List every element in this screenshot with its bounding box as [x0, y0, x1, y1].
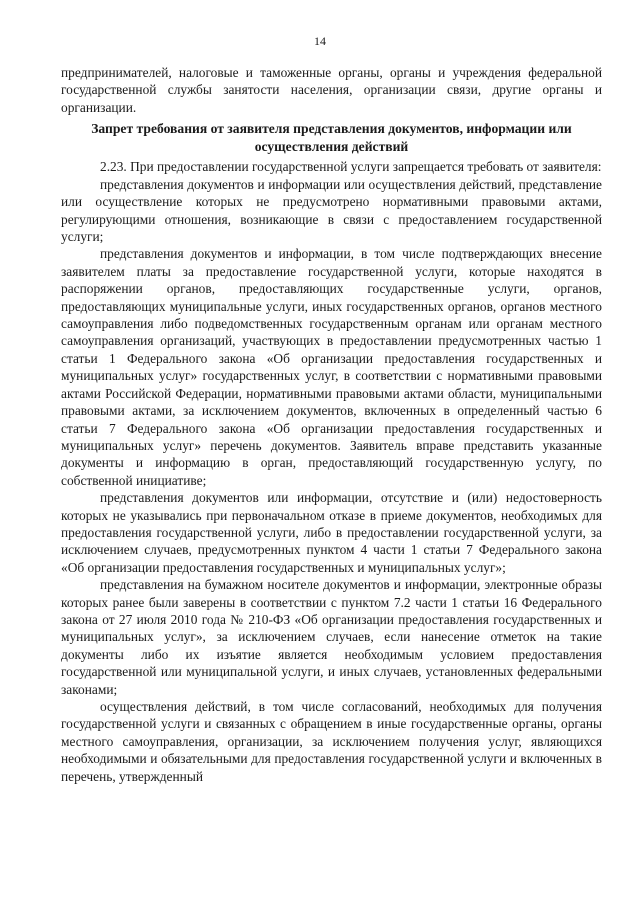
- document-body: [61, 64, 602, 785]
- list-item-5: осуществления действий, в том числе согласований, необходимых для получения государственной услуги и связанных с обращением в иные государственные органы, органы местного самоуправления, организации, за исключением получения услуг, являющихся необходимыми и обязательными для предоставления государственной услуги и включенных в перечень, утвержденный: [61, 699, 602, 784]
- list-item-2: представления документов и информации, в том числе подтверждающих внесение заявителем платы за предоставление государственной услуги, которые находятся в распоряжении органов, предоставляющих государственные услуги, органов, предоставляющих муниципальные услуги, иных государственных органов, органов местного самоуправления либо подведомственных государственным органам или органам местного самоуправления организаций, участвующих в предоставлении предусмотренных частью 1 статьи 1 Федерального закона «Об организации предоставления государственных и муниципальных услуг» государственных услуг, в соответствии с нормативными правовыми актами Российской Федерации, нормативными правовыми актами области, муниципальными правовыми актами, за исключением документов, включенных в определенный частью 6 статьи 7 Федерального закона «Об организации предоставления государственных и муниципальных услуг» перечень документов. Заявитель вправе представить указанные документы и информацию в орган, предоставляющий государственную услугу, по собственной инициативе;: [61, 246, 602, 488]
- list-item-4: представления на бумажном носителе документов и информации, электронные образы которых ранее были заверены в соответствии с пунктом 7.2 части 1 статьи 16 Федерального закона от 27 июля 2010 года № 210-ФЗ «Об организации предоставления государственных и муниципальных услуг», за исключением случаев, если нанесение отметок на такие документы либо их изъятие является необходимым условием предоставления государственной или муниципальной услуги, и иных случаев, установленных федеральными законами;: [61, 577, 602, 697]
- section-heading: Запрет требования от заявителя представления документов, информации или осуществления действий: [91, 121, 572, 154]
- page-number: 14: [314, 34, 326, 48]
- list-item-3: представления документов или информации, отсутствие и (или) недостоверность которых не указывались при первоначальном отказе в приеме документов, необходимых для предоставления государственной услуги, либо в предоставлении государственной услуги, за исключением случаев, предусмотренных пунктом 4 части 1 статьи 7 Федерального закона «Об организации предоставления государственных и муниципальных услуг»;: [61, 490, 602, 575]
- paragraph-intro-tail: предпринимателей, налоговые и таможенные органы, органы и учреждения федеральной государственной службы занятости населения, организации связи, другие органы и организации.: [61, 65, 602, 115]
- list-item-1: представления документов и информации или осуществления действий, представление или осуществление которых не предусмотрено нормативными правовыми актами, регулирующими отношения, возникающие в связи с предоставлением государственной услуги;: [61, 176, 602, 245]
- paragraph-2-23: 2.23. При предоставлении государственной услуги запрещается требовать от заявителя:: [100, 159, 602, 175]
